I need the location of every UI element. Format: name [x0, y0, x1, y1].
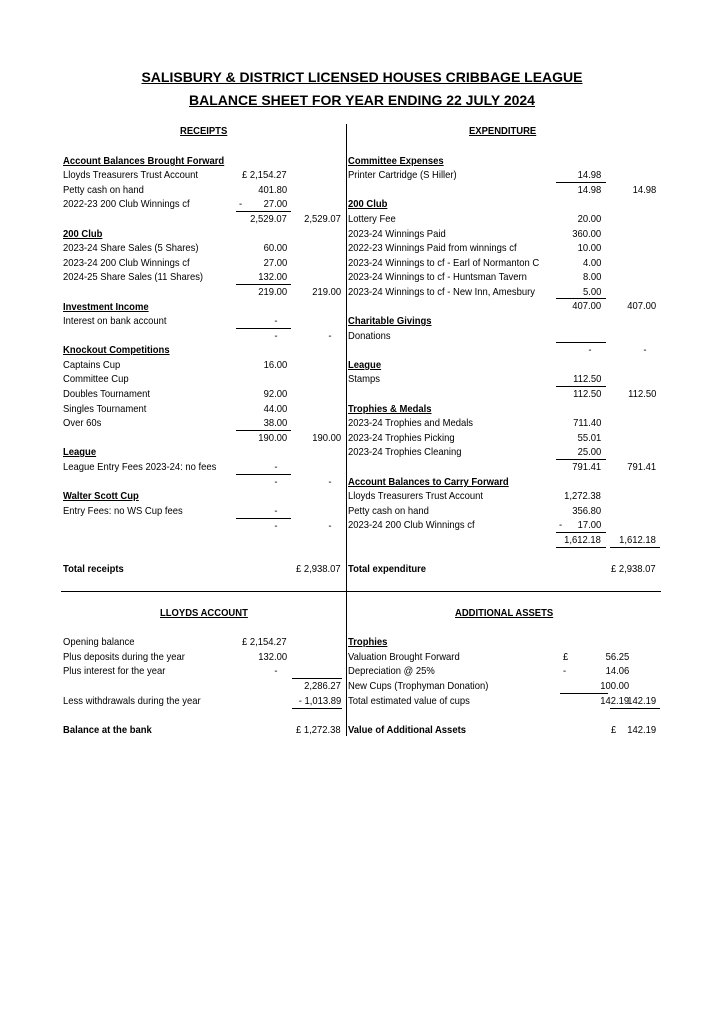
document-title: SALISBURY & DISTRICT LICENSED HOUSES CRIBBAGE LEAGUE [141, 69, 583, 85]
row-label: 2023-24 Winnings to cf - Huntsman Tavern [348, 271, 527, 283]
section-title: Charitable Givings [348, 315, 432, 327]
section-title: Account Balances Brought Forward [63, 155, 225, 167]
row-label: 2023-24 Trophies Cleaning [348, 446, 462, 458]
section-total: 1,612.18 [619, 534, 656, 546]
section-title: Knockout Competitions [63, 344, 170, 356]
row-amount: 60.00 [263, 242, 287, 254]
total-receipts-value: £ 2,938.07 [296, 563, 341, 575]
row-amount: 1,272.38 [564, 490, 601, 502]
total-expenditure-label: Total expenditure [348, 563, 427, 575]
row-label: League Entry Fees 2023-24: no fees [63, 461, 217, 473]
subtotal-rule [610, 708, 660, 709]
row-label: Entry Fees: no WS Cup fees [63, 505, 183, 517]
row-label: Petty cash on hand [63, 184, 144, 196]
section-total: - [327, 520, 331, 532]
subtotal-rule [556, 386, 606, 387]
section-title: League [63, 446, 97, 458]
subtotal-rule [236, 211, 291, 212]
opening-value: £ 2,154.27 [242, 636, 287, 648]
opening-label: Opening balance [63, 636, 135, 648]
section-title: Trophies & Medals [348, 403, 432, 415]
row-label: Captains Cup [63, 359, 121, 371]
subtotal-rule [556, 532, 606, 533]
assets-value: 142.19 [627, 724, 656, 736]
subtotal: - [587, 344, 591, 356]
section-total: 2,529.07 [304, 213, 341, 225]
section-total: 219.00 [312, 286, 341, 298]
row-label: 2023-24 Winnings Paid [348, 228, 446, 240]
assets-heading: ADDITIONAL ASSETS [455, 607, 554, 619]
row-amount: 8.00 [582, 271, 601, 283]
minus-sign: - [559, 519, 563, 531]
section-title: 200 Club [348, 198, 388, 210]
double-rule [610, 547, 660, 548]
row-label: Printer Cartridge (S Hiller) [348, 169, 457, 181]
row-amount: - [273, 315, 277, 327]
newcups-label: New Cups (Trophyman Donation) [348, 680, 489, 692]
row-label: 2023-24 Share Sales (5 Shares) [63, 242, 199, 254]
subtotal: - [273, 520, 277, 532]
row-amount: 5.00 [582, 286, 601, 298]
section-total: 791.41 [627, 461, 656, 473]
row-amount: 132.00 [258, 271, 287, 283]
section-total: - [327, 330, 331, 342]
subtotal-rule [236, 430, 291, 431]
row-amount: 27.00 [263, 257, 287, 269]
balance-value: £ 1,272.38 [296, 724, 341, 736]
section-total: 190.00 [312, 432, 341, 444]
lloyds-heading: LLOYDS ACCOUNT [160, 607, 248, 619]
total-expenditure-value: £ 2,938.07 [611, 563, 656, 575]
interest-value: - [273, 665, 277, 677]
row-label: Interest on bank account [63, 315, 167, 327]
subtotal-rule [560, 693, 608, 694]
row-amount: 55.01 [577, 432, 601, 444]
receipts-heading: RECEIPTS [180, 125, 228, 137]
subtotal-rule [236, 284, 291, 285]
depreciation-value: 14.06 [605, 665, 629, 677]
row-amount: 10.00 [577, 242, 601, 254]
subtotal: 190.00 [258, 432, 287, 444]
document-subtitle: BALANCE SHEET FOR YEAR ENDING 22 JULY 2024 [189, 92, 535, 108]
section-title: Investment Income [63, 301, 149, 313]
row-amount: 112.50 [572, 373, 601, 385]
total-receipts-label: Total receipts [63, 563, 124, 575]
subtotal: 407.00 [572, 300, 601, 312]
row-amount: 20.00 [577, 213, 601, 225]
subtotal-rule [292, 678, 342, 679]
currency-symbol: £ [611, 724, 617, 736]
subtotal-rule [556, 182, 606, 183]
row-label: Doubles Tournament [63, 388, 151, 400]
newcups-value: 100.00 [600, 680, 629, 692]
row-amount: 356.80 [572, 505, 601, 517]
subtotal: 2,529.07 [250, 213, 287, 225]
row-amount: 4.00 [582, 257, 601, 269]
row-label: Committee Cup [63, 373, 129, 385]
row-label: 2023-24 200 Club Winnings cf [63, 257, 190, 269]
row-amount: 38.00 [263, 417, 287, 429]
row-amount: 360.00 [572, 228, 601, 240]
row-label: 2023-24 Winnings to cf - Earl of Normanton C [348, 257, 540, 269]
row-label: 2022-23 200 Club Winnings cf [63, 198, 190, 210]
subtotal-rule [292, 708, 342, 709]
subtotal-rule [556, 459, 606, 460]
section-divider [61, 591, 661, 592]
row-amount: 17.00 [577, 519, 601, 531]
row-amount: 27.00 [263, 198, 287, 210]
row-amount: 25.00 [577, 446, 601, 458]
total-cups-subtotal: 142.19 [600, 695, 629, 707]
row-label: 2023-24 Winnings to cf - New Inn, Amesbury [348, 286, 535, 298]
row-amount: - [273, 505, 277, 517]
row-label: 2022-23 Winnings Paid from winnings cf [348, 242, 517, 254]
minus-sign: - [239, 198, 243, 210]
subtotal: 112.50 [572, 388, 601, 400]
row-label: 2024-25 Share Sales (11 Shares) [63, 271, 204, 283]
total-cups-label: Total estimated value of cups [348, 695, 470, 707]
row-label: Over 60s [63, 417, 102, 429]
expenditure-heading: EXPENDITURE [469, 125, 537, 137]
subtotal: - [273, 476, 277, 488]
section-total: - [327, 476, 331, 488]
subtotal-rule [556, 298, 606, 299]
subtotal-rule [556, 342, 606, 343]
deposits-label: Plus deposits during the year [63, 651, 185, 663]
row-label: 2023-24 Trophies Picking [348, 432, 455, 444]
withdrawals-label: Less withdrawals during the year [63, 695, 201, 707]
row-amount: £ 2,154.27 [242, 169, 287, 181]
section-total: - [642, 344, 646, 356]
subtotal-rule [236, 474, 291, 475]
row-label: Petty cash on hand [348, 505, 429, 517]
balance-label: Balance at the bank [63, 724, 152, 736]
valuation-value: 56.25 [605, 651, 629, 663]
deposits-value: 132.00 [258, 651, 287, 663]
section-total: 112.50 [627, 388, 656, 400]
row-amount: 92.00 [263, 388, 287, 400]
section-title: Committee Expenses [348, 155, 444, 167]
row-label: Donations [348, 330, 391, 342]
lloyds-subtotal: 2,286.27 [304, 680, 341, 692]
row-amount: 401.80 [258, 184, 287, 196]
currency-symbol: £ [563, 651, 569, 663]
row-amount: 14.98 [577, 169, 601, 181]
interest-label: Plus interest for the year [63, 665, 166, 677]
row-amount: - [273, 461, 277, 473]
row-label: 2023-24 200 Club Winnings cf [348, 519, 475, 531]
subtotal: 219.00 [258, 286, 287, 298]
subtotal: 1,612.18 [564, 534, 601, 546]
column-divider [346, 124, 347, 736]
section-title: 200 Club [63, 228, 103, 240]
row-amount: 711.40 [572, 417, 601, 429]
depreciation-label: Depreciation @ 25% [348, 665, 435, 677]
subtotal: 791.41 [572, 461, 601, 473]
subtotal: 14.98 [577, 184, 601, 196]
row-amount: 44.00 [263, 403, 287, 415]
subtotal-rule [236, 518, 291, 519]
section-title: Walter Scott Cup [63, 490, 139, 502]
minus-sign: - [563, 665, 567, 677]
subtotal: - [273, 330, 277, 342]
assets-value-label: Value of Additional Assets [348, 724, 466, 736]
subtotal-rule [236, 328, 291, 329]
row-amount: 16.00 [263, 359, 287, 371]
row-label: Stamps [348, 373, 381, 385]
row-label: 2023-24 Trophies and Medals [348, 417, 474, 429]
section-title: Account Balances to Carry Forward [348, 476, 509, 488]
row-label: Singles Tournament [63, 403, 147, 415]
row-label: Lloyds Treasurers Trust Account [348, 490, 483, 502]
section-title: League [348, 359, 382, 371]
section-total: 407.00 [627, 300, 656, 312]
withdrawals-value: - 1,013.89 [298, 695, 341, 707]
section-total: 14.98 [632, 184, 656, 196]
row-label: Lottery Fee [348, 213, 396, 225]
valuation-label: Valuation Brought Forward [348, 651, 460, 663]
double-rule [556, 547, 606, 548]
total-cups-value: 142.19 [627, 695, 656, 707]
section-title: Trophies [348, 636, 388, 648]
row-label: Lloyds Treasurers Trust Account [63, 169, 198, 181]
